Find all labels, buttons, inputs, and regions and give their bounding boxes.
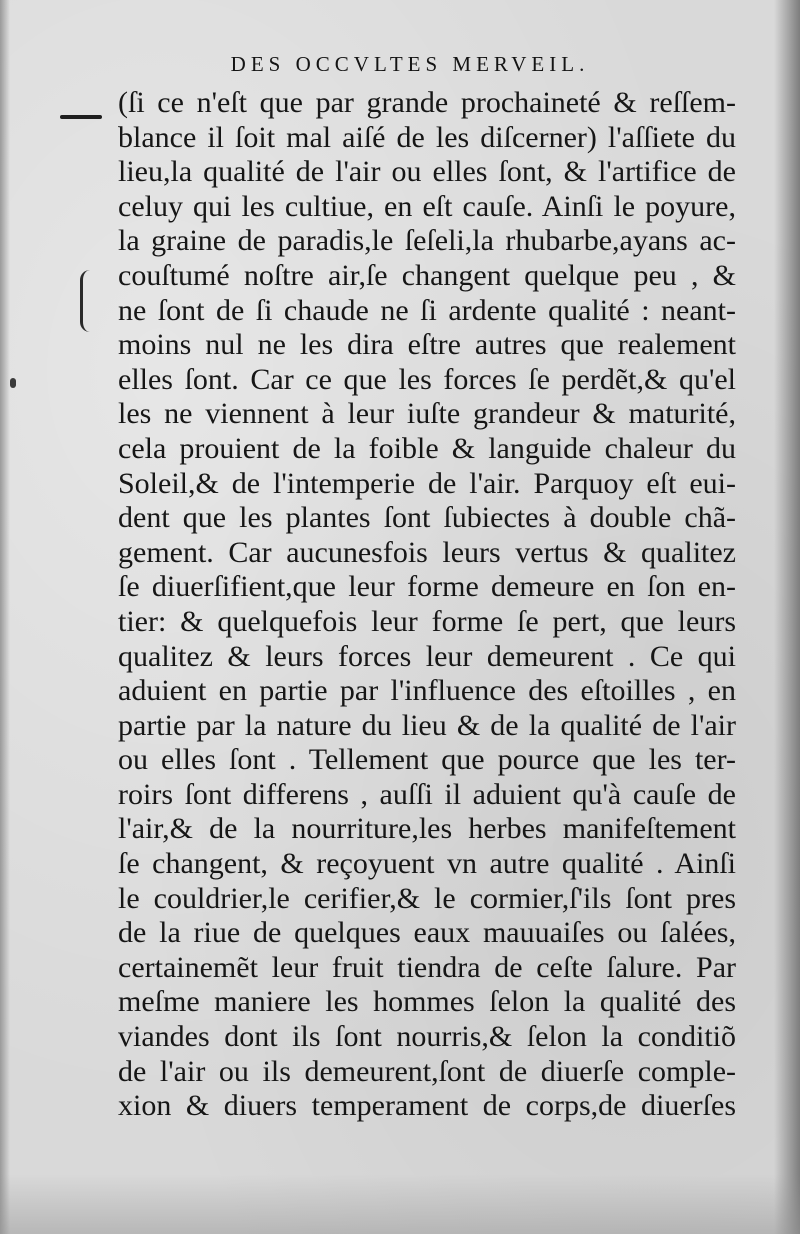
margin-ink-mark (10, 378, 16, 388)
text-line: tier: & quelquefois leur forme ſe pert, que leurs (118, 604, 736, 638)
text-line: partie par la nature du lieu & de la qualité de l'air (118, 708, 736, 742)
text-line: les ne viennent à leur iuſte grandeur & maturité, (118, 397, 736, 431)
text-line: viandes dont ils ſont nourris,& ſelon la conditiõ (118, 1020, 736, 1054)
text-line: dent que les plantes ſont ſubiectes à double chã- (118, 501, 736, 535)
running-head: DES OCCVLTES MERVEIL. (230, 52, 590, 76)
text-line: de la riue de quelques eaux mauuaiſes ou ſalées, (118, 916, 736, 950)
text-line: de l'air ou ils demeurent,ſont de diuerſe comple- (118, 1054, 736, 1088)
text-line: meſme maniere les hommes ſelon la qualité des (118, 985, 736, 1019)
text-line: roirs ſont differens , auſſi il aduient qu'à cauſe de (118, 777, 736, 811)
text-line: le couldrier,le cerifier,& le cormier,ſ'ils ſont pres (118, 881, 736, 915)
text-line: moins nul ne les dira eſtre autres que realement (118, 328, 736, 362)
page-bottom-shade (0, 1174, 800, 1234)
margin-dash-mark (60, 115, 102, 119)
text-line: celuy qui les cultiue, en eſt cauſe. Ainſi le poyure, (118, 189, 736, 223)
text-line: l'air,& de la nourriture,les herbes manifeſtement (118, 812, 736, 846)
text-line: blance il ſoit mal aiſé de les diſcerner) l'aſſiete du (118, 120, 736, 154)
text-line: la graine de paradis,le ſeſeli,la rhubarbe,ayans ac- (118, 224, 736, 258)
text-line: couſtumé noſtre air,ſe changent quelque peu , & (118, 258, 736, 292)
text-line: ou elles ſont . Tellement que pource que les ter- (118, 743, 736, 777)
text-line: (ſi ce n'eſt que par grande prochaineté & reſſem- (118, 86, 736, 119)
body-text (118, 86, 736, 1124)
text-line: certainemẽt leur fruit tiendra de ceſte ſalure. Par (118, 950, 736, 984)
text-line: ſe diuerſifient,que leur forme demeure en ſon en- (118, 570, 736, 604)
text-line: qualitez & leurs forces leur demeurent . Ce qui (118, 639, 736, 673)
text-line: cela prouient de la foible & languide chaleur du (118, 431, 736, 465)
text-line: aduient en partie par l'influence des eſtoilles , en (118, 674, 736, 708)
text-line: ſe changent, & reçoyuent vn autre qualité . Ainſi (118, 847, 736, 881)
margin-bracket-mark (80, 270, 93, 332)
text-line: ne ſont de ſi chaude ne ſi ardente qualité : neant- (118, 293, 736, 327)
page-edge-shadow (774, 0, 800, 1234)
text-line: gement. Car aucunesfois leurs vertus & qualitez (118, 535, 736, 569)
text-line: elles ſont. Car ce que les forces ſe perdẽt,& qu'el (118, 362, 736, 396)
text-line: lieu,la qualité de l'air ou elles ſont, & l'artifice de (118, 155, 736, 189)
page-gutter-shadow (0, 0, 10, 1234)
text-line: Soleil,& de l'intemperie de l'air. Parquoy eſt eui- (118, 466, 736, 500)
text-line: xion & diuers temperament de corps,de diuerſes (118, 1089, 736, 1123)
